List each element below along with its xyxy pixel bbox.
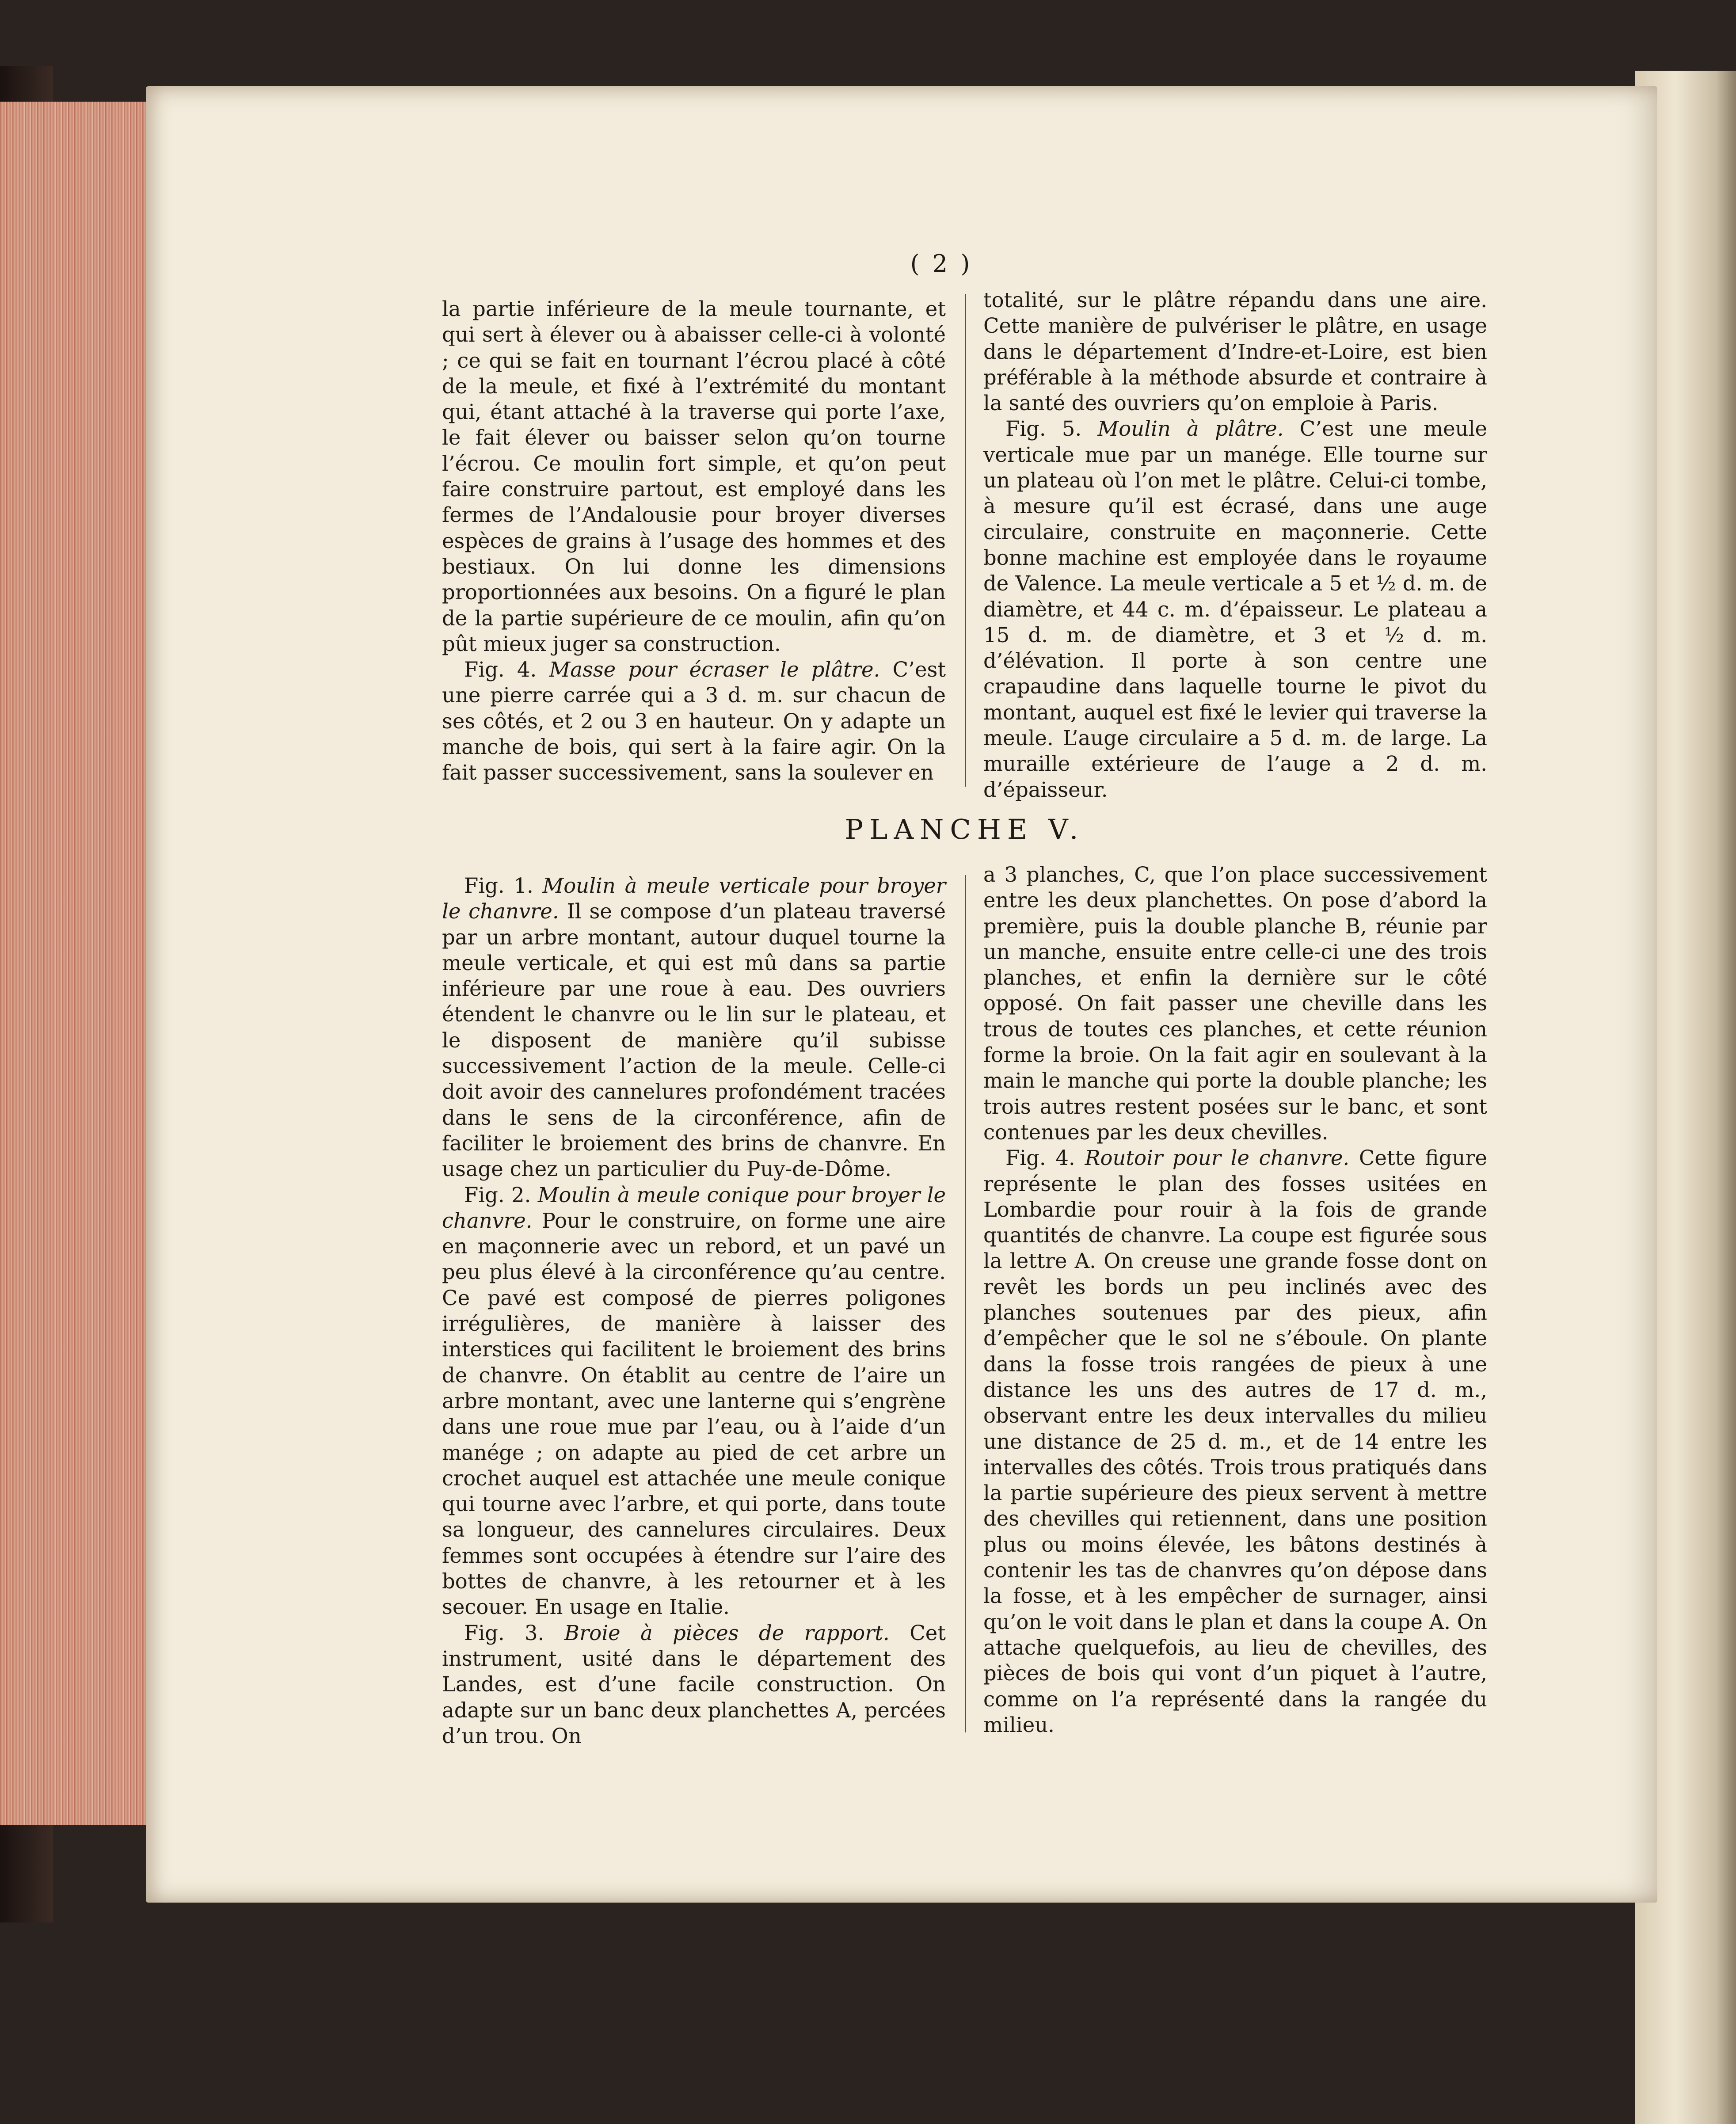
figure-text: C’est une meule verticale mue par un manége. Elle tourne sur un plateau où l’on met le plâtre. Celui-ci tombe, à mesure qu’il est écrasé, dans une auge circulaire, construite en maçonnerie. Cette bonne machine est employée dans le royaume de Valence. La meule verticale a 5 et ½ d. m. de diamètre, et 44 c. m. d’épaisseur. Le plateau a 15 d. m. de diamètre, et 3 et ½ d. m. d’élévation. Il porte à son centre une crapaudine dans laquelle tourne le pivot du montant, auquel est fixé le levier qui traverse la meule. L’auge circulaire a 5 d. m. de large. La muraille extérieure de l’auge a 2 d. m. d’épaisseur. <box>983 417 1488 802</box>
page-edges-left <box>0 102 168 1825</box>
figure-label: Fig. 2. <box>464 1183 531 1207</box>
figure-title: Routoir pour le chanvre. <box>1085 1146 1350 1170</box>
figure-label: Fig. 4. <box>1005 1146 1075 1170</box>
column-rule-top <box>965 294 966 787</box>
paragraph: totalité, sur le plâtre répandu dans une aire. Cette manière de pulvériser le plâtre, en usage dans le département d’Indre-et-Loire, est bien préférable à la méthode absurde et contraire à la santé des ouvriers qu’on emploie à Paris. <box>983 288 1487 415</box>
figure-title: Broie à pièces de rapport. <box>564 1621 890 1645</box>
figure-title: Moulin à meule conique pour broyer le chanvre. <box>442 1183 946 1233</box>
column-bottom-left <box>442 873 946 1749</box>
figure-label: Fig. 1. <box>464 874 533 898</box>
column-top-right <box>983 287 1487 803</box>
figure-text: Cette figure représente le plan des fosses usitées en Lombardie pour rouir à la fois de grande quantités de chanvre. La coupe est figurée sous la lettre A. On creuse une grande fosse dont on revêt les bords un peu inclinés avec des planches soutenues par des pieux, afin d’empêcher que le sol ne s’éboule. On plante dans la fosse trois rangées de pieux à une distance les uns des autres de 17 d. m., observant entre les deux intervalles du milieu une distance de 25 d. m., et de 14 entre les intervalles des côtés. Trois trous pratiqués dans la partie supérieure des pieux servent à mettre des chevilles qui retiennent, dans une position plus ou moins élevée, les bâtons destinés à contenir les tas de chanvres qu’on dépose dans la fosse, et à les empêcher de surnager, ainsi qu’on le voit dans le plan et dans la coupe A. On attache quelquefois, au lieu de chevilles, des pièces de bois qui vont d’un piquet à l’autre, comme on l’a représenté dans la rangée du milieu. <box>983 1146 1488 1737</box>
figure-paragraph-fig4-routoir <box>983 1145 1487 1738</box>
figure-paragraph-fig3 <box>442 1620 946 1749</box>
figure-label: Fig. 4. <box>464 658 537 682</box>
section-heading: PLANCHE V. <box>845 813 1085 845</box>
figure-title: Moulin à plâtre. <box>1097 417 1284 441</box>
figure-text: Cet instrument, usité dans le département des Landes, est d’une facile construction. On adapte sur un banc deux planchettes A, percées d’un trou. On <box>442 1621 946 1748</box>
column-bottom-right <box>983 862 1487 1738</box>
figure-title: Masse pour écraser le plâtre. <box>549 658 880 682</box>
figure-paragraph-fig4 <box>442 657 946 785</box>
column-rule-bottom <box>965 875 966 1732</box>
figure-paragraph-fig5 <box>983 416 1487 802</box>
figure-text: Il se compose d’un plateau traversé par un arbre montant, autour duquel tourne la meule verticale, et qui est mû dans sa partie inférieure par une roue à eau. Des ouvriers étendent le chanvre ou le lin sur le plateau, et le disposent de manière qu’il subisse successivement l’action de la meule. Celle-ci doit avoir des cannelures profondément tracées dans le sens de la circonférence, afin de faciliter le broiement des brins de chanvre. En usage chez un particulier du Puy-de-Dôme. <box>442 899 946 1181</box>
column-top-left <box>442 296 946 786</box>
figure-paragraph-fig1 <box>442 873 946 1182</box>
figure-paragraph-fig2 <box>442 1182 946 1620</box>
page-number: ( 2 ) <box>910 250 973 278</box>
figure-text: Pour le construire, on forme une aire en maçonnerie avec un rebord, et un pavé un peu plus élevé à la circonférence qu’au centre. Ce pavé est composé de pierres poligones irrégulières, de manière à laisser des interstices qui facilitent le broiement des brins de chanvre. On établit au centre de l’aire un arbre montant, avec une lanterne qui s’engrène dans une roue mue par l’eau, ou à l’aide d’un manége ; on adapte au pied de cet arbre un crochet auquel est attachée une meule conique qui tourne avec l’arbre, et qui porte, dans toute sa longueur, des cannelures circulaires. Deux femmes sont occupées à étendre sur l’aire des bottes de chanvre, à les retourner et à les secouer. En usage en Italie. <box>442 1208 946 1619</box>
paragraph: la partie inférieure de la meule tournante, et qui sert à élever ou à abaisser celle-ci à volonté ; ce qui se fait en tournant l’écrou placé à côté de la meule, et fixé à l’extrémité du montant qui, étant attaché à la traverse qui porte l’axe, le fait élever ou baisser selon qu’on tourne l’écrou. Ce moulin fort simple, et qu’on peut faire construire partout, est employé dans les fermes de l’Andalousie pour broyer diverses espèces de grains à l’usage des hommes et des bestiaux. On lui donne les dimensions proportionnées aux besoins. On a figuré le plan de la partie supérieure de ce moulin, afin qu’on pût mieux juger sa construction. <box>442 297 946 656</box>
paragraph: a 3 planches, C, que l’on place successivement entre les deux planchettes. On pose d’abord la première, puis la double planche B, réunie par un manche, ensuite entre celle-ci une des trois planches, et enfin la dernière sur le côté opposé. On fait passer une cheville dans les trous de toutes ces planches, et cette réunion forme la broie. On la fait agir en soulevant à la main le manche qui porte la double planche; les trois autres restent posées sur le banc, et sont contenues par les deux chevilles. <box>983 863 1487 1144</box>
figure-title: Moulin à meule verticale pour broyer le chanvre. <box>442 874 946 924</box>
figure-label: Fig. 3. <box>464 1621 544 1645</box>
figure-text: C’est une pierre carrée qui a 3 d. m. sur chacun de ses côtés, et 2 ou 3 en hauteur. On y adapte un manche de bois, qui sert à la faire agir. On la fait passer successivement, sans la soulever en <box>442 658 946 785</box>
figure-label: Fig. 5. <box>1005 417 1082 441</box>
